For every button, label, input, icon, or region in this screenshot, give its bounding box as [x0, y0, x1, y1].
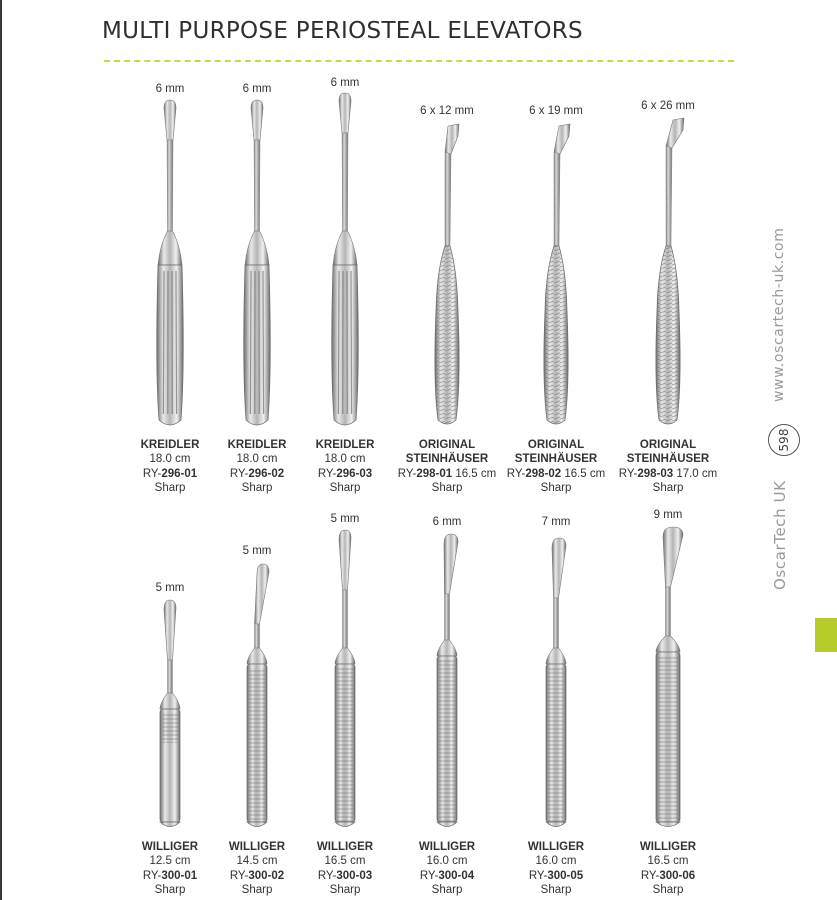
- instrument-image-2-1: [150, 596, 190, 832]
- instrument-image-2-3: [325, 526, 365, 832]
- product-name: WILLIGER: [418, 841, 476, 853]
- code-length: 17.0 cm: [673, 467, 718, 480]
- product-edge: Sharp: [154, 883, 186, 896]
- code-number: 300-05: [547, 869, 584, 882]
- page-number: 598: [768, 424, 800, 456]
- instrument-image-1-5: [536, 120, 576, 430]
- instrument-image-1-1: [150, 96, 190, 430]
- code-number: 296-03: [336, 467, 373, 480]
- product-length: 16.5 cm: [324, 855, 366, 868]
- product-edge: Sharp: [329, 481, 361, 494]
- product-code: [387, 467, 507, 481]
- code-length: 16.5 cm: [561, 467, 606, 480]
- code-number: 300-04: [438, 869, 475, 882]
- size-label: 6 mm: [330, 77, 360, 89]
- page-title: MULTI PURPOSE PERIOSTEAL ELEVATORS: [102, 18, 583, 44]
- size-label: 6 x 12 mm: [420, 105, 474, 117]
- size-label: 5 mm: [330, 513, 360, 525]
- code-number: 300-06: [659, 869, 696, 882]
- code-number: 298-01: [416, 467, 453, 480]
- code-prefix: RY-: [397, 467, 417, 480]
- product-name: STEINHÄUSER: [405, 453, 489, 466]
- size-label: 5 mm: [242, 545, 272, 557]
- code-number: 300-03: [336, 869, 373, 882]
- code-prefix: RY-: [317, 467, 337, 480]
- code-prefix: RY-: [618, 467, 638, 480]
- code-prefix: RY-: [229, 869, 249, 882]
- product-code: [608, 869, 728, 883]
- code-prefix: RY-: [528, 869, 548, 882]
- section-tab[interactable]: [815, 618, 837, 652]
- product-name: WILLIGER: [527, 841, 585, 853]
- instrument-image-2-5: [536, 534, 576, 832]
- product-edge: Sharp: [154, 481, 186, 494]
- product-name: WILLIGER: [639, 841, 697, 853]
- product-edge: Sharp: [241, 883, 273, 896]
- product-name: WILLIGER: [228, 841, 286, 853]
- instrument-image-2-4: [427, 530, 467, 832]
- product-length: 14.5 cm: [236, 855, 278, 868]
- product-name: KREIDLER: [227, 439, 287, 451]
- product-name: ORIGINAL: [418, 439, 476, 451]
- code-prefix: RY-: [419, 869, 439, 882]
- product-name: STEINHÄUSER: [514, 453, 598, 466]
- product-name: WILLIGER: [141, 841, 199, 853]
- product-length: 16.5 cm: [647, 855, 689, 868]
- product-caption: [496, 438, 616, 495]
- product-edge: Sharp: [431, 883, 463, 896]
- product-edge: Sharp: [540, 883, 572, 896]
- product-name: KREIDLER: [315, 439, 375, 451]
- code-number: 298-03: [637, 467, 674, 480]
- product-name: KREIDLER: [140, 439, 200, 451]
- product-name: STEINHÄUSER: [626, 453, 710, 466]
- product-edge: Sharp: [652, 883, 684, 896]
- code-number: 300-02: [248, 869, 285, 882]
- product-length: 12.5 cm: [149, 855, 191, 868]
- code-number: 298-02: [525, 467, 562, 480]
- product-code: [608, 467, 728, 481]
- product-length: 18.0 cm: [324, 453, 366, 466]
- code-prefix: RY-: [317, 869, 337, 882]
- instrument-image-1-6: [648, 114, 688, 430]
- size-label: 6 mm: [155, 83, 185, 95]
- product-length: 18.0 cm: [149, 453, 191, 466]
- code-number: 296-02: [248, 467, 285, 480]
- instrument-image-1-2: [237, 96, 277, 430]
- product-edge: Sharp: [431, 481, 463, 494]
- product-length: 16.0 cm: [535, 855, 577, 868]
- brand-name: OscarTech UK: [771, 480, 789, 590]
- size-label: 6 x 26 mm: [641, 100, 695, 112]
- product-caption: [387, 840, 507, 897]
- product-length: 16.0 cm: [426, 855, 468, 868]
- instrument-image-1-4: [427, 120, 467, 430]
- size-label: 6 x 19 mm: [529, 105, 583, 117]
- instrument-image-1-3: [325, 89, 365, 430]
- website-url[interactable]: www.oscartech-uk.com: [771, 227, 787, 402]
- product-caption: [496, 840, 616, 897]
- size-label: 5 mm: [155, 582, 185, 594]
- code-prefix: RY-: [506, 467, 526, 480]
- product-name: ORIGINAL: [639, 439, 697, 451]
- product-caption: [608, 438, 728, 495]
- code-prefix: RY-: [640, 869, 660, 882]
- product-length: 18.0 cm: [236, 453, 278, 466]
- instrument-image-2-2: [237, 560, 277, 832]
- size-label: 7 mm: [541, 516, 571, 528]
- product-name: WILLIGER: [316, 841, 374, 853]
- code-number: 296-01: [161, 467, 198, 480]
- product-code: [496, 467, 616, 481]
- product-caption: [387, 438, 507, 495]
- code-prefix: RY-: [142, 869, 162, 882]
- product-edge: Sharp: [540, 481, 572, 494]
- code-length: 16.5 cm: [452, 467, 497, 480]
- page-left-border: [0, 0, 2, 900]
- code-prefix: RY-: [229, 467, 249, 480]
- code-prefix: RY-: [142, 467, 162, 480]
- product-code: [496, 869, 616, 883]
- product-edge: Sharp: [652, 481, 684, 494]
- product-edge: Sharp: [329, 883, 361, 896]
- product-name: ORIGINAL: [527, 439, 585, 451]
- size-label: 6 mm: [242, 83, 272, 95]
- code-number: 300-01: [161, 869, 198, 882]
- product-caption: [608, 840, 728, 897]
- product-edge: Sharp: [241, 481, 273, 494]
- instrument-image-2-6: [648, 523, 688, 832]
- size-label: 6 mm: [432, 516, 462, 528]
- size-label: 9 mm: [653, 509, 683, 521]
- title-dashed-rule: [104, 60, 734, 62]
- product-code: [387, 869, 507, 883]
